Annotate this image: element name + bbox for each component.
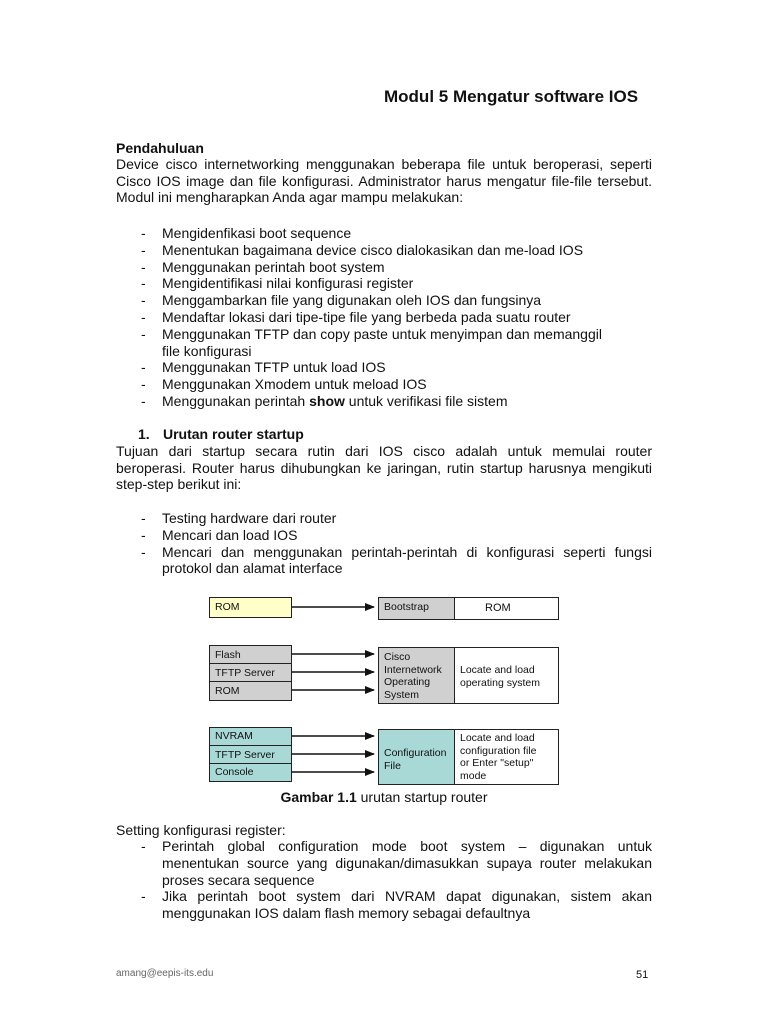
list-item: [137, 326, 652, 360]
bootstrap-box: Bootstrap: [378, 597, 455, 620]
list-item: - Menggambarkan file yang digunakan oleh IOS dan fungsinya: [137, 292, 652, 309]
section1-number: 1.: [138, 426, 150, 442]
page-title: Modul 5 Mengatur software IOS: [384, 87, 639, 106]
ios-box-line: Operating: [384, 676, 431, 688]
ios-box-line: System: [384, 688, 420, 701]
list-item: - Testing hardware dari router: [137, 510, 652, 527]
section1-heading: Urutan router startup: [163, 426, 304, 442]
ios-desc-line: operating system: [460, 676, 540, 689]
ios-box-line: Cisco: [384, 651, 411, 663]
ios-desc-box: [454, 647, 559, 704]
config-desc-box: [454, 729, 559, 785]
startup-steps-list: [137, 510, 652, 577]
list-item-line: - Menggunakan TFTP dan copy paste untuk menyimpan dan memanggil: [162, 325, 602, 342]
ios-box: [378, 647, 455, 704]
figure-caption-text: urutan startup router: [356, 789, 488, 805]
register-list: [137, 838, 652, 922]
config-file-box: [378, 729, 455, 785]
list-item: - Perintah global configuration mode boot system – digunakan untuk menentukan source yang digunakan/dimasukkan supaya router melakukan proses secara sequence: [137, 838, 652, 888]
list-item: - Mendaftar lokasi dari tipe-tipe file yang berbeda pada suatu router: [137, 309, 652, 326]
list-item: - Mengidenfikasi boot sequence: [137, 225, 652, 242]
config-desc-line: mode: [460, 769, 487, 782]
config-box-line: File: [384, 759, 401, 772]
list-item: - Mencari dan menggunakan perintah-perintah di konfigurasi seperti fungsi protokol dan alamat interface: [137, 544, 652, 578]
list-item: - Mengidentifikasi nilai konfigurasi register: [137, 275, 652, 292]
tftp-source-box: TFTP Server: [209, 663, 292, 682]
list-item: - Jika perintah boot system dari NVRAM dapat digunakan, sistem akan menggunakan IOS dalam flash memory sebagai defaultnya: [137, 888, 652, 922]
config-desc-line: configuration file: [460, 744, 537, 757]
bootstrap-desc-box: ROM: [454, 597, 559, 620]
section1-paragraph: Tujuan dari startup secara rutin dari IOS cisco adalah untuk memulai router beroperasi. Router harus dihubungkan ke jaringan, rutin startup harusnya mengikuti step-step berikut ini:: [116, 443, 652, 493]
nvram-source-box: NVRAM: [209, 727, 292, 746]
page-number: 51: [636, 969, 649, 981]
list-item: - Menggunakan TFTP untuk load IOS: [137, 359, 652, 376]
list-item: - Menggunakan perintah boot system: [137, 259, 652, 276]
bold-command: show: [309, 392, 345, 409]
config-box-line: Configuration: [384, 747, 447, 759]
list-item: - Menggunakan Xmodem untuk meload IOS: [137, 376, 652, 393]
config-desc-line: Locate and load: [460, 732, 535, 744]
ios-box-line: Internetwork: [384, 663, 442, 676]
flash-source-box: Flash: [209, 645, 292, 664]
list-item: - Mencari dan load IOS: [137, 527, 652, 544]
figure-caption: [0, 789, 768, 805]
tftp-config-source-box: TFTP Server: [209, 745, 292, 764]
footer-email: amang@eepis-its.edu: [116, 968, 214, 979]
register-heading: Setting konfigurasi register:: [116, 822, 286, 838]
config-desc-line: or Enter "setup": [460, 757, 534, 769]
objectives-list: [137, 225, 652, 410]
list-item-line: file konfigurasi: [162, 342, 252, 359]
text-run: untuk verifikasi file sistem: [344, 392, 508, 409]
intro-paragraph: Device cisco internetworking menggunakan beberapa file untuk beroperasi, seperti Cisco IOS image dan file konfigurasi. Administrator harus mengatur file-file tersebut. Modul ini mengharapkan Anda agar mampu melakukan:: [116, 156, 652, 206]
list-item: [137, 393, 652, 410]
intro-heading: Pendahuluan: [116, 140, 204, 156]
rom-source-box-2: ROM: [209, 681, 292, 701]
text-run: Menggunakan perintah: [162, 392, 310, 409]
console-source-box: Console: [209, 763, 292, 782]
ios-desc-line: Locate and load: [460, 664, 535, 676]
list-item: - Menentukan bagaimana device cisco dialokasikan dan me-load IOS: [137, 242, 652, 259]
figure-label: Gambar 1.1: [280, 789, 357, 805]
rom-source-box: ROM: [209, 597, 292, 618]
